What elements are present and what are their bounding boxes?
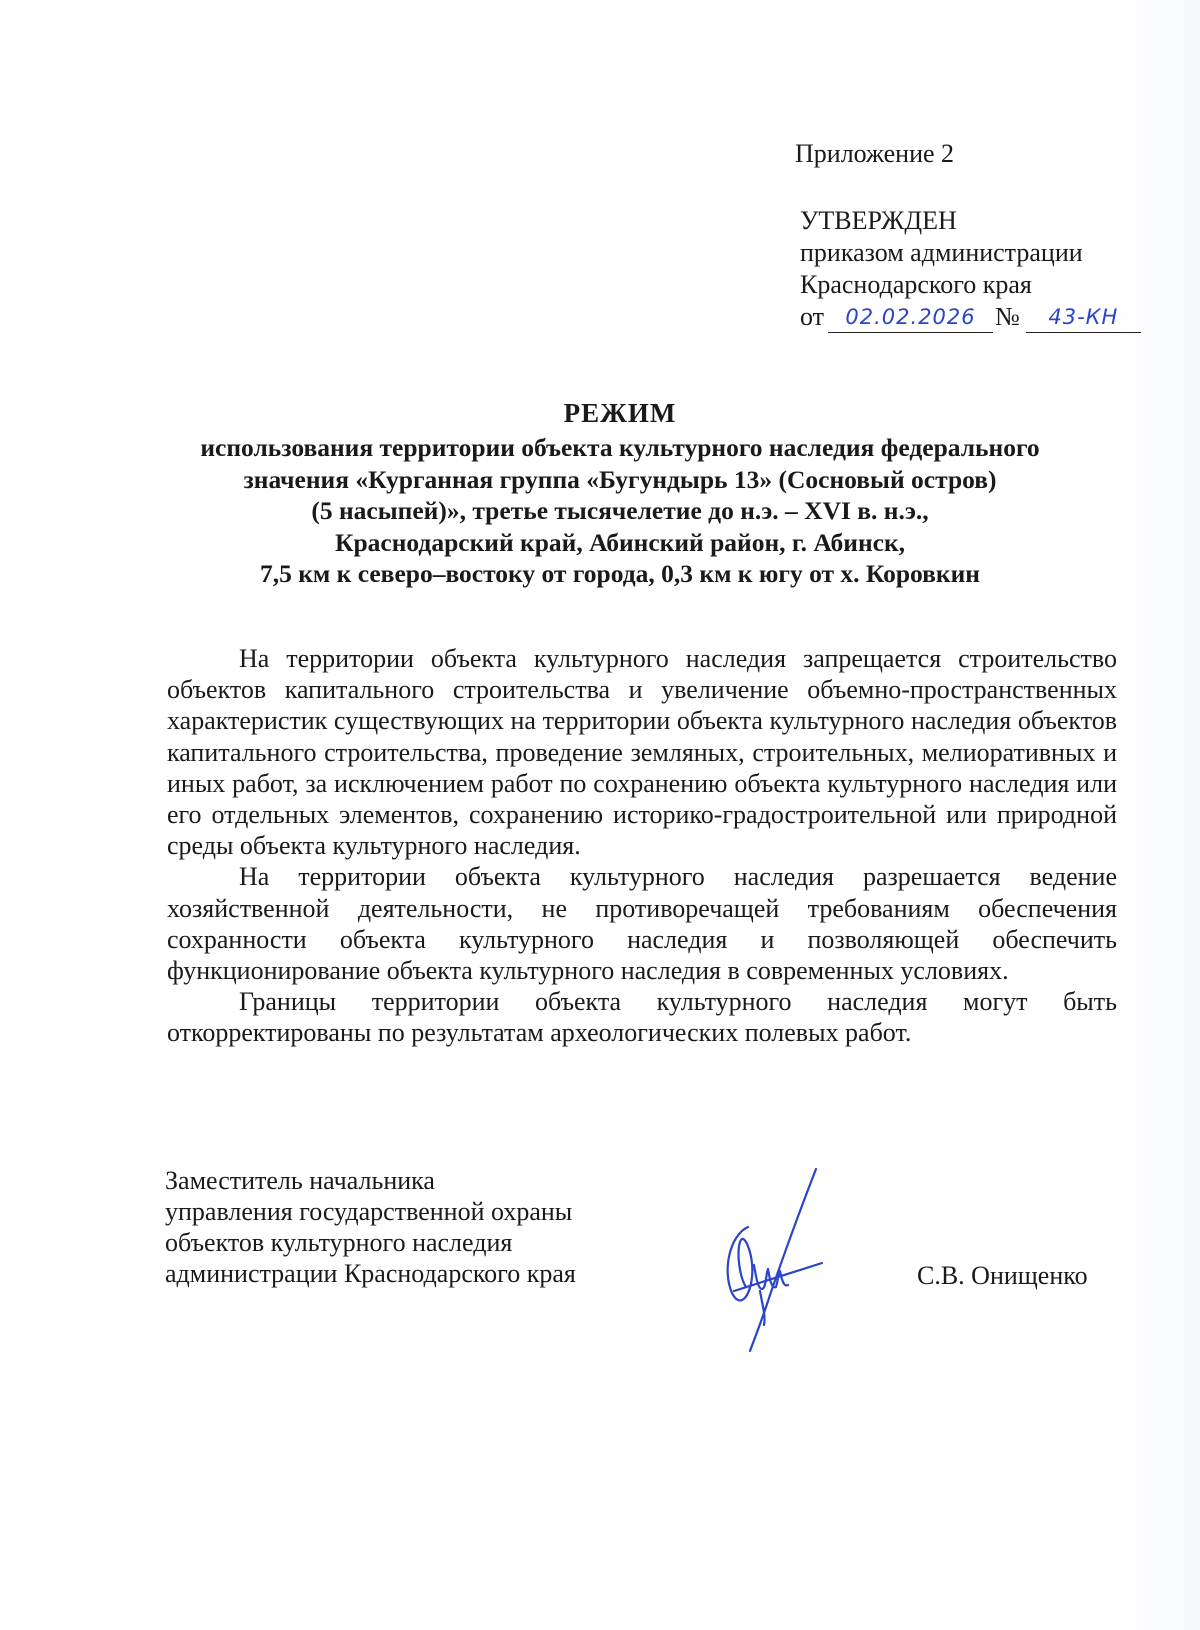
- signer-position-line: объектов культурного наследия: [165, 1228, 513, 1257]
- handwritten-date: 02.02.2026: [828, 304, 993, 333]
- approval-line-2: Краснодарского края: [800, 270, 1032, 299]
- title-heading: РЕЖИМ: [563, 398, 677, 428]
- approval-line-1: приказом администрации: [800, 238, 1083, 267]
- number-prefix: №: [995, 302, 1020, 331]
- handwritten-signature-icon: [720, 1165, 850, 1355]
- signer-position-line: администрации Краснодарского края: [165, 1259, 576, 1288]
- handwritten-number: 43-КН: [1026, 304, 1141, 333]
- title-line: значения «Курганная группа «Бугундырь 13» (Сосновый остров): [243, 464, 997, 494]
- approval-status: УТВЕРЖДЕН: [800, 206, 957, 235]
- body-paragraph: На территории объекта культурного наследия разрешается ведение хозяйственной деятельности, не противоречащей требованиям обеспечения сохранности объекта культурного наследия и позволяющей обеспечить функционирование объекта культурного наследия в современных условиях.: [167, 862, 1117, 986]
- signer-position-line: Заместитель начальника: [165, 1166, 435, 1195]
- document-title: [120, 396, 1120, 590]
- approval-date-line: [800, 301, 1141, 333]
- approval-stamp: [800, 205, 1141, 333]
- signer-position: [165, 1165, 576, 1289]
- title-line: использования территории объекта культурного наследия федерального: [200, 433, 1040, 462]
- title-line: (5 насыпей)», третье тысячелетие до н.э. – XVI в. н.э.,: [311, 496, 929, 525]
- appendix-label: Приложение 2: [795, 139, 955, 168]
- document-body: [167, 643, 1117, 1049]
- signer-name: С.В. Онищенко: [917, 1261, 1088, 1290]
- title-line: Краснодарский край, Абинский район, г. Абинск,: [334, 527, 906, 557]
- title-line: 7,5 км к северо–востоку от города, 0,3 км к югу от х. Коровкин: [259, 559, 980, 588]
- signer-position-line: управления государственной охраны: [165, 1197, 573, 1226]
- date-prefix: от: [800, 302, 825, 331]
- body-paragraph: Границы территории объекта культурного наследия могут быть откорректированы по результатам археологических полевых работ.: [167, 987, 1117, 1048]
- body-paragraph: На территории объекта культурного наследия запрещается строительство объектов капитального строительства и увеличение объемно-пространственных характеристик существующих на территории объекта культурного наследия объектов капитального строительства, проведение земляных, строительных, мелиоративных и иных работ, за исключением работ по сохранению объекта культурного наследия или его отдельных элементов, сохранению историко-градостроительной или природной среды объекта культурного наследия.: [167, 644, 1117, 861]
